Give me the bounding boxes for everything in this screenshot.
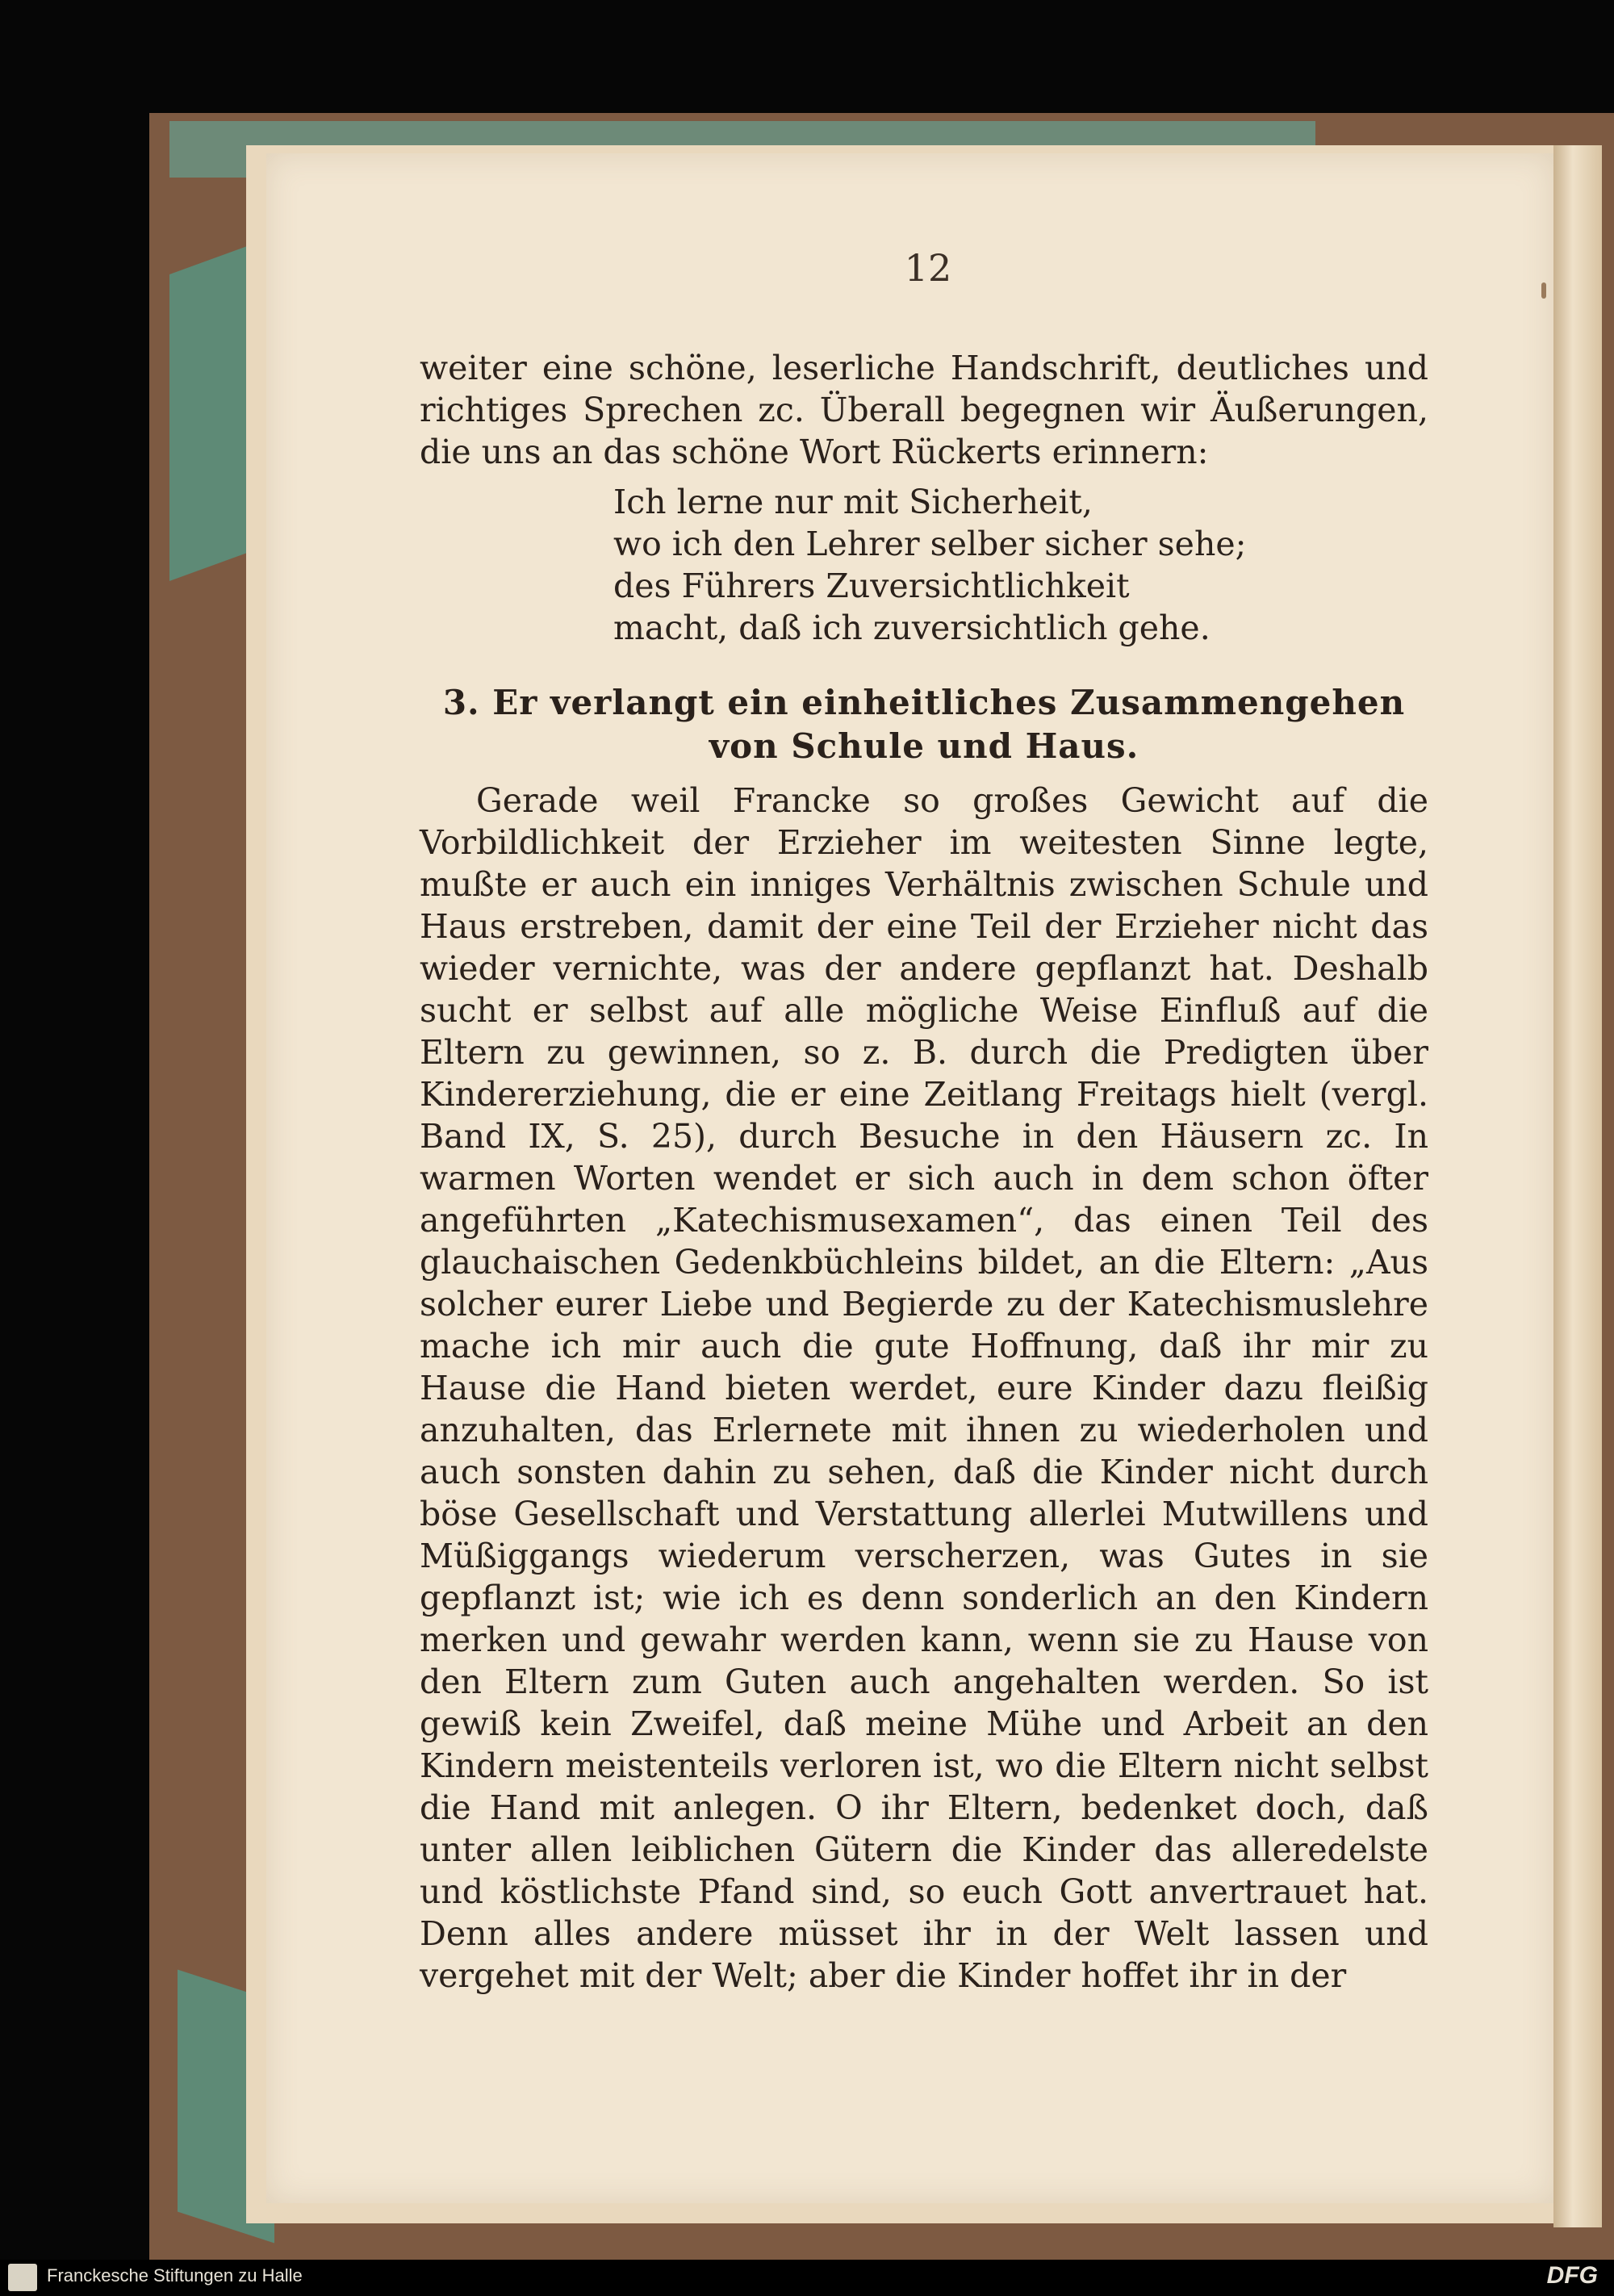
- page-mark: [1541, 282, 1546, 299]
- book-gutter: [1553, 145, 1602, 2227]
- institution-name: Franckesche Stiftungen zu Halle: [47, 2265, 303, 2286]
- section-heading-line-1: 3. Er verlangt ein einheitliches Zusammengehen: [442, 683, 1406, 722]
- institution-logo-icon: [8, 2264, 37, 2291]
- page-number: 12: [904, 246, 952, 290]
- verse-line: wo ich den Lehrer selber sicher sehe;: [613, 525, 1247, 563]
- verse-quote: [613, 481, 1428, 649]
- page-text-block: [420, 347, 1428, 1997]
- verse-line: des Führers Zuversichtlichkeit: [613, 567, 1130, 605]
- body-paragraph: [420, 780, 1428, 1997]
- verse-line: Ich lerne nur mit Sicherheit,: [613, 483, 1093, 521]
- section-heading-line-2: von Schule und Haus.: [709, 726, 1139, 766]
- body-paragraph-text: Gerade weil Francke so großes Gewicht auf die Vorbildlichkeit der Erzieher im weitesten Sinne legte, mußte er auch ein inniges Verhältnis zwischen Schule und Haus erstreben, damit der eine Teil der Erzieher nicht das wieder vernichte, was der andere gepflanzt hat. Deshalb sucht er selbst auf alle mögliche Weise Einfluß auf die Eltern zu gewinnen, so z. B. durch die Predigten über Kindererziehung, die er eine Zeitlang Freitags hielt (vergl. Band IX, S. 25), durch Besuche in den Häusern zc. In warmen Worten wendet er sich auch in dem schon öfter angeführten „Katechismusexamen“, das einen Teil des glauchaischen Gedenkbüchleins bildet, an die Eltern: „Aus solcher eurer Liebe und Begierde zu der Katechismuslehre mache ich mir auch die gute Hoffnung, daß ihr mir zu Hause die Hand bieten werdet, eure Kinder dazu fleißig anzuhalten, das Erlernete mit ihnen zu wiederholen und auch sonsten dahin zu sehen, daß die Kinder nicht durch böse Gesellschaft und Verstattung allerlei Mutwillens und Müßiggangs wiederum verscherzen, was Gutes in sie gepflanzt ist; wie ich es denn sonderlich an den Kindern merken und gewahr werden kann, wenn sie zu Hause von den Eltern zum Guten auch angehalten werden. So ist gewiß kein Zweifel, daß meine Mühe und Arbeit an den Kindern meistenteils verloren ist, wo die Eltern nicht selbst die Hand mit anlegen. O ihr Eltern, bedenket doch, daß unter allen leiblichen Gütern die Kinder das alleredelste und köstlichste Pfand sind, so euch Gott anvertrauet hat. Denn alles andere müsset ihr in der Welt lassen und vergehet mit der Welt; aber die Kinder hoffet ihr in der: [420, 781, 1428, 1995]
- verse-line: macht, daß ich zuversichtlich gehe.: [613, 609, 1210, 647]
- intro-paragraph-text: weiter eine schöne, leserliche Handschrift, deutliches und richtiges Sprechen zc. Überall begegnen wir Äußerungen, die uns an das schöne Wort Rückerts erinnern:: [420, 349, 1428, 471]
- dfg-logo: DFG: [1546, 2262, 1598, 2289]
- intro-paragraph: [420, 347, 1428, 473]
- section-heading: [420, 681, 1428, 768]
- cover-corner-top: [169, 242, 258, 581]
